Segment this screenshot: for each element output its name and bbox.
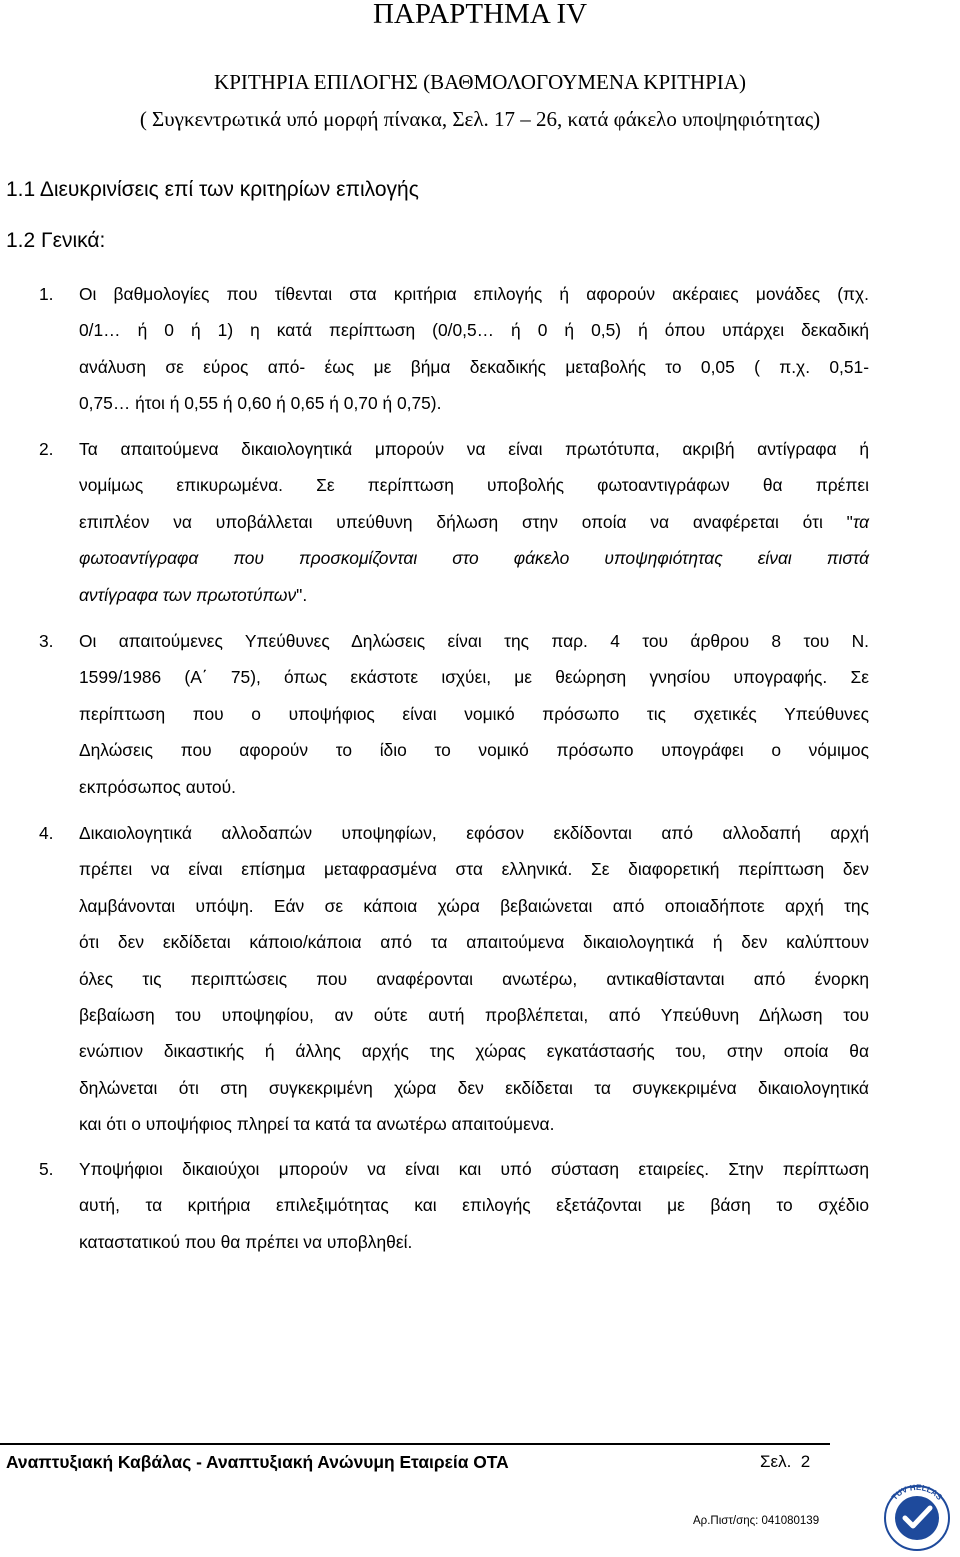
- text-line: νομίμως επικυρωμένα. Σε περίπτωση υποβολής φωτοαντιγράφων θα πρέπει: [79, 475, 869, 496]
- subtitle-line-2: ( Συγκεντρωτικά υπό μορφή πίνακα, Σελ. 17 – 26, κατά φάκελο υποψηφιότητας): [139, 107, 821, 131]
- footer-organization: Αναπτυξιακή Καβάλας - Αναπτυξιακή Ανώνυμη Εταιρεία ΟΤΑ: [6, 1452, 509, 1472]
- certification-seal-icon: [875, 1478, 959, 1552]
- text-line: ενώπιον δικαστικής ή άλλης αρχής της χώρας εγκατάστασής του, στην οποία θα: [79, 1041, 869, 1062]
- list-item-number: 1.: [39, 284, 54, 304]
- text-line: Δηλώσεις που αφορούν το ίδιο το νομικό πρόσωπο υπογράφει ο νόμιμος: [79, 740, 869, 761]
- text-line: Δικαιολογητικά αλλοδαπών υποψηφίων, εφόσον εκδίδονται από αλλοδαπή αρχή: [79, 823, 869, 843]
- text-line: Τα απαιτούμενα δικαιολογητικά μπορούν να είναι πρωτότυπα, ακριβή αντίγραφα ή: [79, 439, 869, 459]
- text-line: πρέπει να είναι επίσημα μεταφρασμένα στα ελληνικά. Σε διαφορετική περίπτωση δεν: [79, 859, 869, 880]
- list-item-text: [79, 276, 869, 422]
- subtitle-line-1: ΚΡΙΤΗΡΙΑ ΕΠΙΛΟΓΗΣ (ΒΑΘΜΟΛΟΓΟΥΜΕΝΑ ΚΡΙΤΗΡΙΑ): [214, 70, 746, 94]
- page-number: [760, 1449, 810, 1475]
- text-line: ότι δεν εκδίδεται κάποιο/κάποια από τα απαιτούμενα δικαιολογητικά ή δεν καλύπτουν: [79, 932, 869, 953]
- logo-text: TUV HELLAS: [889, 1482, 945, 1502]
- certificate-number: Αρ.Πιστ/σης: 041080139: [693, 1515, 820, 1527]
- text-line: λαμβάνονται υπόψη. Εάν σε κάποια χώρα βεβαιώνεται από οποιαδήποτε αρχή της: [79, 895, 869, 916]
- page-number-value: 2: [800, 1452, 811, 1471]
- list-item-number: 4.: [39, 823, 54, 843]
- text-line: όλες τις περιπτώσεις που αναφέρονται ανωτέρω, αντικαθίστανται από ένορκη: [79, 968, 869, 989]
- text-line: ανάλυση σε εύρος από- έως με βήμα δεκαδικής μεταβολής το 0,05 ( π.χ. 0,51-: [79, 356, 869, 377]
- italic-text: αντίγραφα των πρωτοτύπων: [79, 584, 297, 605]
- italic-text-line: φωτοαντίγραφα που προσκομίζονται στο φάκελο υποψηφιότητας είναι πιστά: [79, 548, 869, 569]
- text-line: Οι απαιτούμενες Υπεύθυνες Δηλώσεις είναι της παρ. 4 του άρθρου 8 του Ν.: [79, 631, 869, 651]
- text-line: δηλώνεται ότι στη συγκεκριμένη χώρα δεν εκδίδεται τα συγκεκριμένα δικαιολογητικά: [79, 1077, 869, 1098]
- list-item-number: 3.: [39, 631, 54, 651]
- text-line: εκπρόσωπος αυτού.: [79, 776, 236, 797]
- text-line: βεβαίωση του υποψηφίου, αν ούτε αυτή προβλέπεται, από Υπεύθυνη Δήλωση του: [79, 1005, 869, 1026]
- text-line: 1599/1986 (Α΄ 75), όπως εκάστοτε ισχύει, με θεώρηση γνησίου υπογραφής. Σε: [79, 667, 869, 688]
- text-segment: επιπλέον να υποβάλλεται υπεύθυνη δήλωση στην οποία να αναφέρεται ότι ": [79, 511, 853, 532]
- text-line: 0/1… ή 0 ή 1) η κατά περίπτωση (0/0,5… ή 0 ή 0,5) ή όπου υπάρχει δεκαδική: [79, 320, 869, 341]
- text-line: [79, 504, 869, 540]
- list-item-text: [79, 623, 869, 805]
- list-item-number: 5.: [39, 1159, 54, 1179]
- text-segment: ".: [296, 584, 308, 605]
- text-line: αυτή, τα κριτήρια επιλεξιμότητας και επιλογής εξετάζονται με βάση το σχέδιο: [79, 1195, 869, 1216]
- text-line: περίπτωση που ο υποψήφιος είναι νομικό πρόσωπο τις σχετικές Υπεύθυνες: [79, 703, 869, 724]
- text-line: καταστατικού που θα πρέπει να υποβληθεί.: [79, 1231, 413, 1252]
- text-line: και ότι ο υποψήφιος πληρεί τα κατά τα ανωτέρω απαιτούμενα.: [79, 1114, 555, 1135]
- italic-text: τα: [852, 511, 869, 532]
- text-line: [79, 577, 869, 613]
- text-line: Οι βαθμολογίες που τίθενται στα κριτήρια επιλογής ή αφορούν ακέραιες μονάδες (πχ.: [79, 284, 869, 304]
- list-item-text: [79, 815, 869, 1143]
- section-heading-1-1: 1.1 Διευκρινίσεις επί των κριτηρίων επιλογής: [6, 178, 419, 201]
- list-item-text: [79, 431, 869, 613]
- footer-divider: [0, 1443, 830, 1445]
- list-item-number: 2.: [39, 439, 54, 459]
- page-title: ΠΑΡΑΡΤΗΜΑ ΙV: [372, 0, 588, 30]
- text-line: Υποψήφιοι δικαιούχοι μπορούν να είναι και υπό σύσταση εταιρείες. Στην περίπτωση: [79, 1159, 869, 1179]
- section-heading-1-2: 1.2 Γενικά:: [6, 229, 106, 252]
- page-label: Σελ.: [760, 1452, 792, 1471]
- text-line: 0,75… ήτοι ή 0,55 ή 0,60 ή 0,65 ή 0,70 ή 0,75).: [79, 393, 442, 414]
- list-item-text: [79, 1151, 869, 1260]
